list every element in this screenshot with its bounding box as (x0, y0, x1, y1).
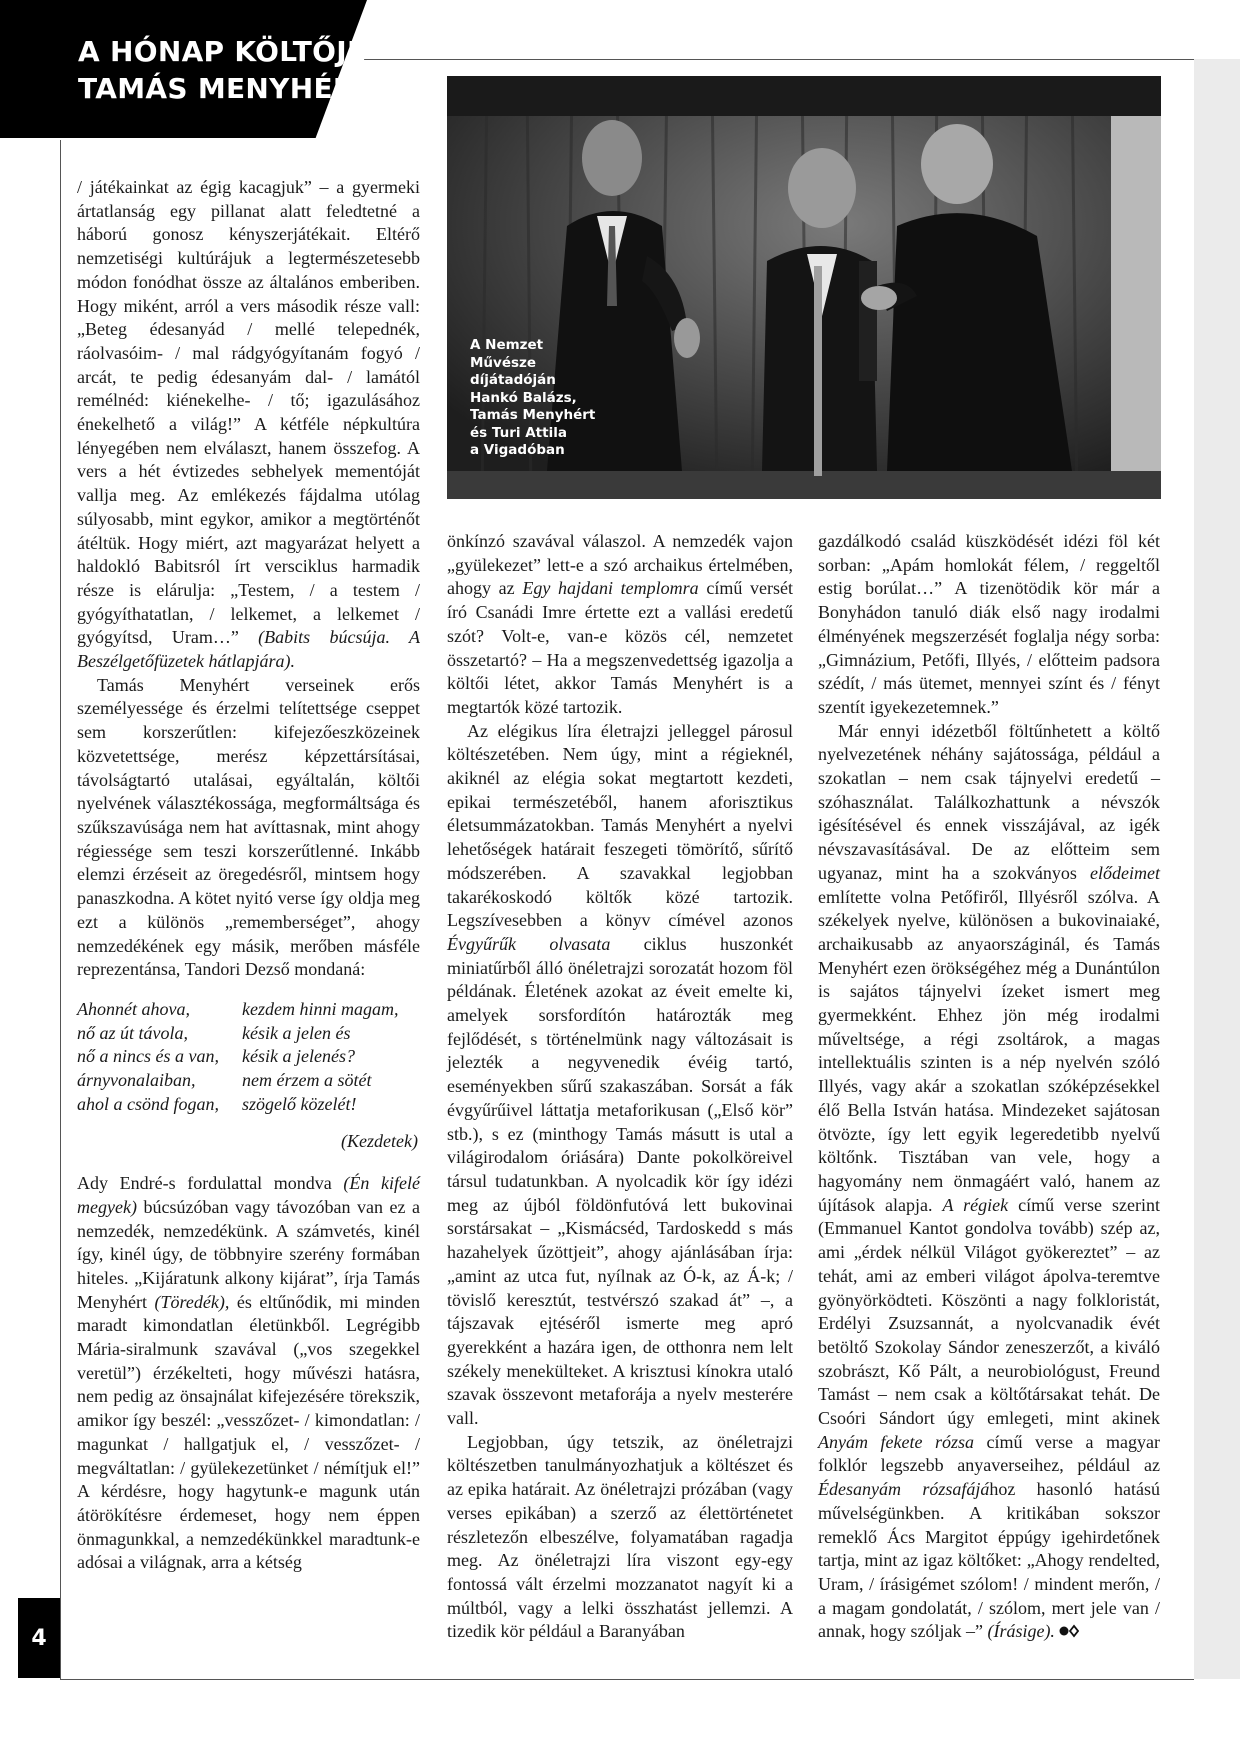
section-header-banner (0, 0, 367, 138)
work-title: Évgyűrűk olvasata (447, 933, 611, 954)
work-title: Egy hajdani templomra (522, 578, 699, 599)
paragraph-text: című versét író Csanádi Imre értette ezt a vallási eredetű szót? Volt-e, van-e közös cél, nemzetet összetartó? – Ha a megszenvedettség igazolja a költői létet, akkor Tamás Menyhért is a megtartók közé tartozik. (447, 578, 793, 717)
article-column-1 (77, 176, 420, 1575)
poem-quote (77, 998, 420, 1117)
paragraph (818, 720, 1160, 1644)
paragraph (447, 530, 793, 720)
caption-line: Hankó Balázs, (470, 389, 577, 406)
caption-line: és Turi Attila (470, 424, 567, 441)
work-title: (Írásige). (987, 1621, 1055, 1642)
paragraph-text: / játékainkat az égig kacagjuk” – a gyermeki ártatlanság egy pillanat alatt feledtetné a háború gonosz kényszerjátékait. Eltérő nemzetiségi kultúrájuk a legtermészetesebb módon fonódhat össze az általános emberiben. Hogy miként, arról a vers második része vall: „Beteg édesanyád / mellé telepednék, ráolvasóim- / mal rádgyógyítanám fogyó / arcát, te pedig édesanyám dal- / lamától remélnéd: kiénekelhe- / tő; igazulásához énekelhető a világ!” A kétféle népkultúra lényegében nem elválaszt, hanem összefog. A vers a hét évtizedes sebhelyek mementóját vallja meg. Az emlékezés fájdalma utólag súlyosabb, mint egykor, amikor a megtörténőt átéltük. Hogy miért, azt magyarázat helyett a haldokló Babitsról írt versciklus harmadik része is elárulja: „Testem, / a testem / gyógyíthatatlan, / lelkemet, a lelkemet / gyógyítsd, Uram…” (77, 177, 420, 648)
article-column-2 (447, 530, 793, 1644)
poem-source: (Kezdetek) (341, 1131, 418, 1152)
poet-name-title: TAMÁS MENYHÉRT (78, 72, 373, 105)
work-title: Anyám fekete rózsa (818, 1431, 974, 1452)
bottom-rule (60, 1679, 1194, 1680)
citation: (Babits búcsúja. A Beszélgetőfüzetek hátlapjára). (77, 627, 421, 672)
work-title: (Én kifelé megyek) (77, 1173, 421, 1217)
work-title: Édesanyám rózsafájá (818, 1479, 990, 1500)
caption-line: Művésze (470, 354, 537, 371)
poem-line: Ahonnét ahova, (77, 998, 190, 1019)
poem-line: szögelő közelét! (242, 1093, 357, 1114)
work-title: A régiek (942, 1194, 1009, 1215)
page-number: 4 (18, 1598, 60, 1678)
article-column-3 (818, 530, 1160, 1644)
paragraph-text: Ady Endré-s fordulattal mondva (77, 1173, 344, 1194)
paragraph (77, 176, 420, 674)
poem-line: árnyvonalaiban, (77, 1070, 196, 1091)
paragraph-text: című verse szerint (Emmanuel Kantot gondolva tovább) szép az, ami „érdek nélkül Világot gyökereztet” – az tehát, ami az emberi világot ápolva-teremtve gyönyörködteti. Köszönti a nagy folkloristát, Erdélyi Zsuzsannát, a nyolcvanadik évét betöltő Szokolay Sándor zeneszerzőt, a kiváló szobrászt, Kő Pált, a neurobiológust, Freund Tamást – nem csak a költőtársakat tehát. De Csoóri Sándort úgy emlegeti, mint akinek (818, 1194, 1161, 1429)
paragraph-text: Az elégikus líra életrajzi jelleggel párosul költészetében. Nem úgy, mint a régieknél, akiknél az elégia sokat megtartott kezdeti, epikai természetéből, hanem aforisztikus életsummázatokban. Tamás Menyhért a nyelvi lehetőségek határait feszegeti tömörítő, sűrítő módszerében. A szavakkal legjobban takarékoskodó költők közé tartozik. Legszívesebben a könyv címével azonos (447, 720, 793, 931)
paragraph: Legjobban, úgy tetszik, az önéletrajzi költészetben tanulmányozhatjuk a költészet és az epika határait. Az önéletrajzi prózában (vagy verses epikában) a szerző az élettörténetet részletezőn elbeszélve, folyamatában ragadja meg. Az önéletrajzi líra viszont egy-egy fontossá vált érzelmi mozzanatot nagyít ki a múltból, vagy a lelki összhatást jellemzi. A tizedik kör például a Baranyában (447, 1431, 793, 1642)
paragraph-text: említette volna Petőfiről, Illyésről szólva. A székelyek nyelve, különösen a bukovinaiaké, archaikusabb az anyaországinál, és Tamás Menyhért ezen örökségéhez még a Dunántúlon is sajátos tájnyelvi ízeket ismert meg gyermekként. Ehhez jön még irodalmi műveltsége, a régi zsoltárok, a magas intellektuális szinten is a nép nyelvén szóló Illyés, vagy akár a szokatlan szóképzésekkel élő Bella István hatása. Mindezeket sajátosan ötvözte, így lett egyik legeredetibb nyelvű költőnk. Tisztában van vele, hogy a hagyomány nem önmagáért való, hanem az újítások alapja. (818, 886, 1160, 1215)
paragraph: Tamás Menyhért verseinek erős személyessége és érzelmi telítettsége cseppet sem korszerűtlen: kifejezőeszközeinek közvetettsége, merész képzettársításai, távolságtartó utalásai, egyáltalán, költői nyelvének választékossága, megformáltsága és szűkszavúsága nem hat avíttasnak, mint ahogy régiessége sem teszi korszerűtlenné. Inkább elemzi érzéseit az öregedésről, mintsem hogy panaszkodna. A kötet nyitó verse így oldja meg ezt a különös „rememberséget”, ahogy nemzedékének egy másik, merőben másféle reprezentánsa, Tandori Dezső mondaná: (77, 674, 420, 980)
paragraph-text: és eltűnődik, mi minden maradt kimondatlan életünkből. Legrégibb Mária-siralmunk szavával („vos szegekkel veretül”) érzékelteti, hogy művészi hatásra, nem pedig az önsajnálat kifejezésére törekszik, amikor így beszél: „vesszőzet- / kimondatlan: / magunkat / hallgatjuk el, / vesszőzet- / megváltatlan: / gyülekezetünket / némítjuk el!” A kérdésre, hogy hagytunk-e magunk után átörökítésre érdemeset, hogy nem éppen önmagunkkal, a nemzedékünkkel maradtunk-e adósai a világnak, arra a kétség (77, 1291, 420, 1573)
poem-line: nő az út távola, (77, 1022, 188, 1043)
caption-line: a Vigadóban (470, 442, 565, 458)
paragraph (77, 1172, 420, 1575)
end-of-article-icon (1059, 1624, 1079, 1638)
poem-line: ahol a csönd fogan, (77, 1093, 219, 1114)
paragraph-text: hoz hasonló hatású művelségünkben. A kritikában sokszor remeklő Ács Margitot éppúgy igehirdetőnek tartja, mint az igaz költőket: „Ahogy rendelted, Uram, / írásigémet szólom! / mindent merőn, / a magam gondolatát, / szólom, mert jele van / annak, hogy szóljak –” (818, 1479, 1160, 1642)
photo-caption (470, 337, 630, 460)
work-title: elődeimet (1090, 862, 1160, 883)
poem-line: késik a jelenés? (242, 1046, 355, 1067)
right-margin-strip (1194, 59, 1240, 1679)
paragraph: gazdálkodó család küszködését idézi föl két sorban: „Apám homlokát félem, / reggeltől estig borúlat…” A tizenötödik kör már a Bonyhádon tanuló diák első nagy irodalmi élményének megszerzését foglalja négy sorba: „Gimnázium, Petőfi, Illyés, / előtteim padsora szédít, / más ütemet, mennyei színt és / fényt szentít igyekezetemnek.” (818, 531, 1160, 717)
caption-line: A Nemzet (470, 337, 544, 353)
top-rule (355, 59, 1240, 60)
caption-line: díjátadóján (470, 372, 556, 388)
left-rule (60, 140, 61, 1680)
paragraph-text: önkínzó szavával válaszol. A nemzedék vajon „gyülekezet” lett-e a szó archaikus értelmében, ahogy az (447, 531, 793, 599)
poem-line: késik a jelen és (242, 1022, 351, 1043)
paragraph-text: című verse a magyar folklór legszebb anyaverseihez, például az (818, 1431, 1160, 1476)
caption-line: Tamás Menyhért (470, 407, 596, 423)
paragraph (447, 720, 793, 1431)
poem-line: nő a nincs és a van, (77, 1046, 219, 1067)
poem-line: kezdem hinni magam, (242, 998, 399, 1019)
paragraph-text: Már ennyi idézetből föltűnhetett a költő nyelvezetének néhány sajátossága, például a szokatlan – nem csak tájnyelvi eredetű – szóhasználat. Találkozhattunk a névszók igésítésével és ennek visszájával, az igék névszavasításával. De az előtteim sem ugyanaz, mint ha a szokványos (818, 720, 1160, 883)
paragraph-text: ciklus huszonkét miniatűrből álló önéletrajzi sorozatát hozom föl példának. Életének azokat az éveit emelte ki, amelyek sorsfordítón határozták meg fejlődését, s történelmünk nagy változásait is jelezték a negyvenedik évéig tartó, eseményekben sűrű szakaszában. Sorsát a fák évgyűrűivel láttatja metaforikusan („Első kör” stb.), s ez (minthogy Tamás másutt is utal a világirodalom óriására) Dante pokolköreivel társul tudatunkban. A nyolcadik kör így idézi meg az újból földönfutóvá lett bukovinai sorstársakat – „Kismácséd, Tardoskedd s más hazahelyek űzöttjeit”, ahogy ajánlásában írja: „amint az utca fut, nyílnak az Ó-k, az Á-k; / tövislő keresztút, testvérszó szakad át” –, a tájszavak ejtéséről ismerte meg apró gyerekként a hazára igen, de otthonra nem lelt székely menekülteket. A krisztusi kínokra utaló szavak összevont metaforája a nyelv mesterére vall. (447, 933, 794, 1429)
section-title: A HÓNAP KÖLTŐJE (78, 35, 367, 68)
poem-line: nem érzem a sötét (242, 1070, 372, 1091)
work-title: (Töredék), (154, 1291, 230, 1312)
paragraph-text: búcsúzóban vagy távozóban van ez a nemzedék, nemzedékünk. A számvetés, kinél így, kinél úgy, de többnyire szerény formában hiteles. „Kijáratunk alkony kijárat”, írja Tamás Menyhért (77, 1196, 420, 1312)
